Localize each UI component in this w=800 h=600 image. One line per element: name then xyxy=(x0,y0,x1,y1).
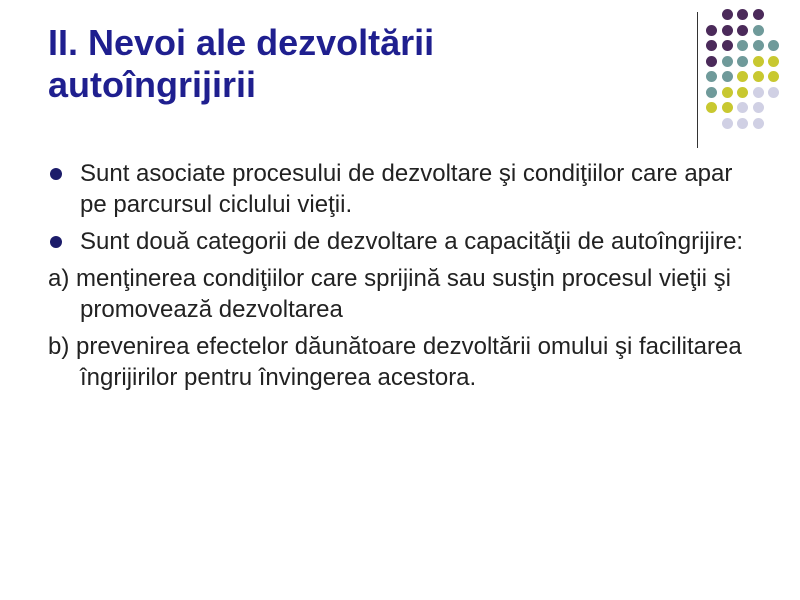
bullet-item xyxy=(48,226,758,257)
decorative-dot xyxy=(768,40,779,51)
list-item-b xyxy=(48,331,758,393)
decorative-dot xyxy=(722,56,733,67)
decorative-dot xyxy=(722,40,733,51)
slide-title-line-2: autoîngrijirii xyxy=(48,64,257,105)
bullet-text: Sunt două categorii de dezvoltare a capacităţii de autoîngrijire: xyxy=(80,228,744,255)
decorative-dot xyxy=(722,118,733,129)
decorative-dot xyxy=(753,87,764,98)
decorative-dot xyxy=(753,9,764,20)
slide-title xyxy=(48,22,668,106)
decorative-dot xyxy=(737,25,748,36)
decorative-dot xyxy=(722,9,733,20)
decorative-dot xyxy=(737,118,748,129)
decorative-dot xyxy=(706,102,717,113)
decorative-dot xyxy=(737,102,748,113)
decorative-dot xyxy=(737,56,748,67)
decorative-dot xyxy=(706,71,717,82)
decorative-dot xyxy=(753,25,764,36)
decorative-dot xyxy=(706,40,717,51)
decorative-dot xyxy=(753,118,764,129)
bullet-icon xyxy=(50,168,62,180)
slide-title-line-1: II. Nevoi ale dezvoltării xyxy=(48,22,435,63)
decorative-dot xyxy=(722,102,733,113)
list-item-a xyxy=(48,263,758,325)
decorative-dot xyxy=(753,71,764,82)
decorative-dot xyxy=(768,87,779,98)
decorative-dot xyxy=(737,87,748,98)
decorative-dot xyxy=(722,87,733,98)
decorative-dot xyxy=(753,56,764,67)
slide-body xyxy=(48,158,758,399)
decorative-dot xyxy=(737,40,748,51)
decorative-dot xyxy=(722,71,733,82)
decorative-dot xyxy=(737,71,748,82)
decorative-dot xyxy=(753,102,764,113)
bullet-text: Sunt asociate procesului de dezvoltare şi condiţiilor care apar pe parcursul ciclului vieţii. xyxy=(80,160,733,218)
bullet-item xyxy=(48,158,758,220)
list-item-text: b) prevenirea efectelor dăunătoare dezvoltării omului şi facilitarea îngrijirilor pentru învingerea acestora. xyxy=(48,333,742,391)
decorative-dot xyxy=(768,56,779,67)
decorative-dot xyxy=(737,9,748,20)
decorative-dot xyxy=(722,25,733,36)
bullet-icon xyxy=(50,236,62,248)
decorative-dot xyxy=(706,87,717,98)
decorative-divider-line xyxy=(697,12,698,148)
decorative-dot xyxy=(753,40,764,51)
decorative-dot xyxy=(706,25,717,36)
decorative-dot xyxy=(768,71,779,82)
decorative-dot xyxy=(706,56,717,67)
decorative-dot-grid xyxy=(706,9,786,139)
list-item-text: a) menţinerea condiţiilor care sprijină sau susţin procesul vieţii şi promovează dezvoltarea xyxy=(48,265,731,323)
